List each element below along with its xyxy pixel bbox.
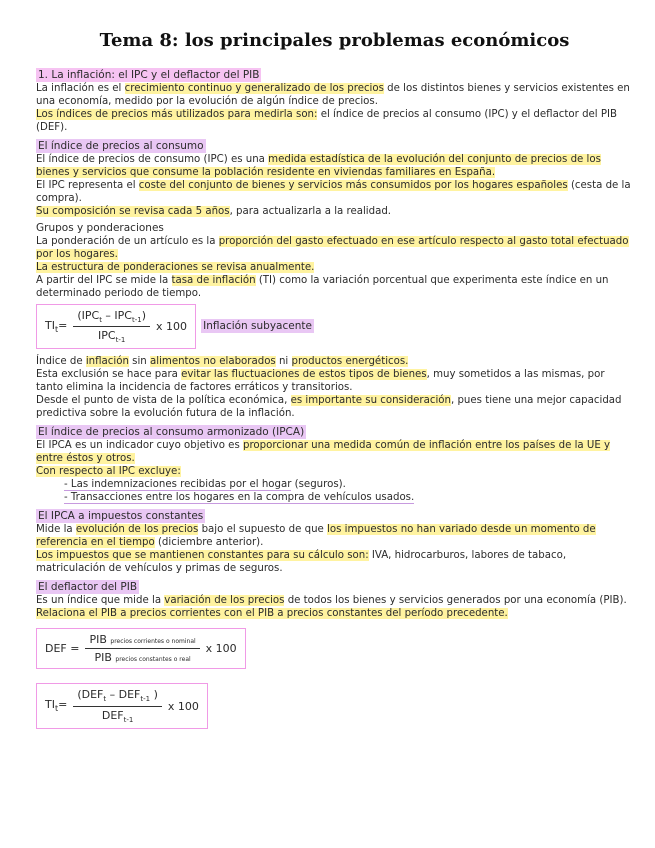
formula-fraction: $\frac{(IPC_t - IPC_{t-1})}{IPC_{t-1}}$ — [73, 309, 150, 344]
highlight: coste del conjunto de bienes y servicios más consumidos por los hogares españoles — [138, 180, 568, 191]
paragraph — [36, 153, 633, 179]
formula-deflactor — [36, 628, 246, 669]
text: El IPCA es un indicador cuyo objetivo es — [36, 440, 243, 452]
highlight: tasa de inflación — [171, 275, 256, 286]
highlight: proporción del gasto efectuado en ese artículo respecto al gasto total efectuado por los hogares. — [36, 236, 629, 260]
text: (TI) como la variación porcentual que experimenta este índice en un determinado periodo de tiempo. — [36, 275, 609, 299]
paragraph — [36, 594, 633, 607]
paragraph — [36, 82, 633, 108]
highlight: productos energéticos. — [291, 356, 409, 368]
formula-multiplier: x 100 — [167, 699, 199, 713]
highlight: Los índices de precios más utilizados para medirla son: — [36, 109, 318, 120]
paragraph — [36, 274, 633, 300]
text: Mide la — [36, 524, 76, 536]
paragraph — [36, 607, 633, 620]
paragraph — [36, 179, 633, 205]
highlight: proporcionar una medida común de inflación entre los países de la UE y entre éstos y otros. — [36, 440, 611, 465]
text: IVA, hidrocarburos, labores de tabaco, matriculación de vehículos y primas de seguros. — [36, 550, 567, 575]
highlight: Relaciona el PIB a precios corrientes con el PIB a precios constantes del período precedente. — [36, 608, 508, 620]
highlight: Los impuestos que se mantienen constantes para su cálculo son: — [36, 550, 369, 562]
text: ni — [275, 356, 292, 368]
list-item: - Las indemnizaciones recibidas por el hogar (seguros). — [64, 479, 346, 491]
section-heading-grupos: Grupos y ponderaciones — [36, 222, 164, 234]
text: el índice de precios al consumo (IPC) y el deflactor del PIB (DEF). — [36, 109, 618, 133]
paragraph — [36, 439, 633, 465]
highlight: evolución de los precios — [75, 524, 199, 536]
paragraph — [36, 261, 633, 274]
formula-lhs: $TI_t=$ — [45, 698, 68, 714]
highlight: variación de los precios — [164, 595, 285, 607]
text: Es un índice que mide la — [36, 595, 165, 607]
formula-inflation-def — [36, 683, 208, 728]
text: (diciembre anterior). — [154, 537, 264, 549]
page-title: Tema 8: los principales problemas económicos — [99, 30, 570, 51]
text: (cesta de la compra). — [36, 180, 631, 204]
text: El IPC representa el — [36, 180, 139, 191]
highlight: alimentos no elaborados — [150, 356, 276, 368]
text: de los distintos bienes y servicios existentes en una economía, medido por la evolución de algún índice de precios. — [36, 83, 630, 107]
section-heading-subyacente: Inflación subyacente — [203, 320, 312, 333]
formula-lhs: DEF = — [45, 642, 80, 656]
text: Esta exclusión se hace para — [36, 369, 182, 381]
paragraph — [36, 368, 633, 394]
exclusion-list — [36, 478, 633, 504]
section-heading-deflactor: El deflactor del PIB — [38, 581, 138, 594]
formula-multiplier: x 100 — [156, 320, 188, 334]
paragraph — [36, 355, 633, 368]
text: , muy sometidos a las mismas, por tanto elimina la incidencia de factores erráticos y transitorios. — [36, 369, 605, 394]
list-item: - Transacciones entre los hogares en la compra de vehículos usados. — [64, 492, 415, 504]
highlight: crecimiento continuo y generalizado de los precios — [124, 83, 384, 94]
highlight: los impuestos no han variado desde un momento de referencia en el tiempo — [36, 524, 596, 549]
highlight: medida estadística de la evolución del conjunto de precios de los bienes y servicios que consume la población residente en viviendas familiares en España. — [36, 154, 601, 178]
text: La ponderación de un artículo es la — [36, 236, 219, 247]
text: A partir del IPC se mide la — [36, 275, 172, 286]
highlight: es importante su consideración — [290, 395, 451, 407]
text: de todos los bienes y servicios generados por una economía (PIB). — [284, 595, 627, 607]
text: El índice de precios de consumo (IPC) es una — [36, 154, 269, 165]
formula-fraction: $\frac{\text{PIB precios corrientes o nominal}}{\text{PIB precios constantes o real}}$ — [85, 633, 199, 664]
paragraph — [36, 465, 633, 478]
section-heading-ipca-impuestos: El IPCA a impuestos constantes — [38, 510, 204, 523]
text: , pues tiene una mejor capacidad predictiva sobre la evolución futura de la inflación. — [36, 395, 622, 420]
highlight: evitar las fluctuaciones de estos tipos de bienes — [181, 369, 427, 381]
paragraph — [36, 549, 633, 575]
section-heading-ipc: El índice de precios al consumo — [38, 140, 204, 152]
paragraph — [36, 235, 633, 261]
text: , para actualizarla a la realidad. — [229, 206, 392, 217]
highlight: Con respecto al IPC excluye: — [36, 466, 181, 478]
formula-lhs: $TI_t=$ — [45, 319, 68, 335]
text: bajo el supuesto de que — [198, 524, 328, 536]
formula-fraction: $\frac{(DEF_t - DEF_{t-1} )}{DEF_{t-1}}$ — [73, 688, 162, 723]
section-heading-ipca: El índice de precios al consumo armonizado (IPCA) — [38, 426, 305, 439]
highlight: La estructura de ponderaciones se revisa anualmente. — [36, 262, 315, 273]
highlight: inflación — [85, 356, 129, 368]
paragraph — [36, 394, 633, 420]
text: sin — [128, 356, 150, 368]
formula-inflation-ipc — [36, 304, 196, 349]
text: Índice de — [36, 356, 86, 368]
paragraph — [36, 108, 633, 134]
section-heading-inflation: 1. La inflación: el IPC y el deflactor del PIB — [38, 69, 260, 81]
text: Desde el punto de vista de la política económica, — [36, 395, 291, 407]
formula-multiplier: x 100 — [205, 642, 237, 656]
paragraph — [36, 523, 633, 549]
highlight: Su composición se revisa cada 5 años — [36, 206, 230, 217]
text: La inflación es el — [36, 83, 125, 94]
paragraph — [36, 205, 633, 218]
